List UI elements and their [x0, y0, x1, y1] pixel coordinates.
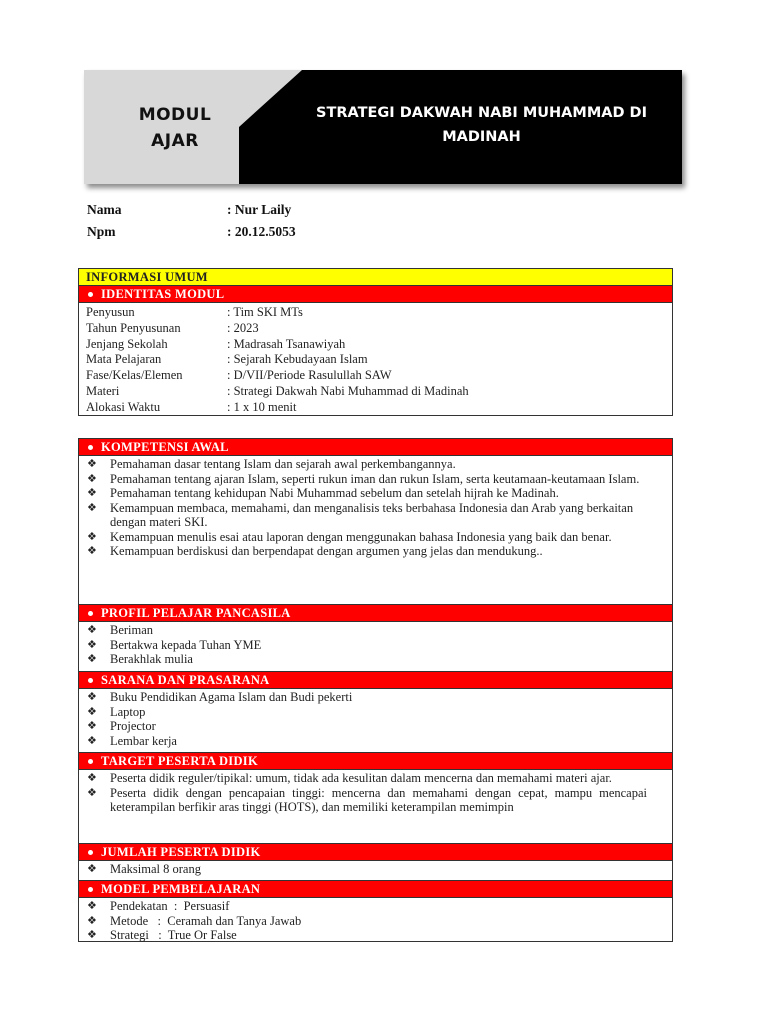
modul-word: MODUL — [138, 105, 212, 125]
identitas-label: Tahun Penyusunan — [86, 320, 181, 335]
identitas-value: : D/VII/Periode Rasulullah SAW — [227, 368, 392, 383]
model-title: MODEL PEMBELAJARAN — [101, 882, 261, 896]
diamond-bullet-icon: ❖ — [87, 690, 97, 703]
identitas-label: Jenjang Sekolah — [86, 336, 168, 351]
list-item — [87, 786, 647, 815]
list-item-text: Strategi : True Or False — [110, 928, 237, 942]
identitas-row — [86, 337, 672, 353]
npm-label: Npm — [87, 224, 116, 239]
npm-value: : 20.12.5053 — [227, 224, 296, 239]
identitas-value: : Madrasah Tsanawiyah — [227, 336, 346, 351]
jumlah-header — [79, 843, 672, 861]
identitas-label: Fase/Kelas/Elemen — [86, 368, 183, 383]
kompetensi-awal-list — [79, 456, 652, 561]
profil-pelajar-header — [79, 605, 672, 622]
list-item-text: Projector — [110, 719, 156, 733]
sarana-list — [79, 689, 672, 752]
npm-row — [87, 224, 296, 240]
profil-pelajar-title: PROFIL PELAJAR PANCASILA — [101, 606, 291, 620]
target-header — [79, 752, 672, 770]
list-item-text: Pendekatan : Persuasif — [110, 899, 230, 913]
identitas-value: : Tim SKI MTs — [227, 305, 303, 319]
bullet-dot-icon — [88, 850, 93, 855]
identitas-value: : Sejarah Kebudayaan Islam — [227, 352, 368, 367]
identitas-value: : Strategi Dakwah Nabi Muhammad di Madinah — [227, 383, 469, 398]
jumlah-list — [79, 861, 672, 880]
ajar-word: AJAR — [151, 131, 199, 151]
identitas-label: Materi — [86, 383, 120, 398]
list-item-text: Pemahaman tentang ajaran Islam, seperti rukun iman dan rukun Islam, serta keutamaan-keutamaan Islam. — [110, 471, 640, 486]
kompetensi-awal-title: KOMPETENSI AWAL — [101, 440, 229, 454]
list-item-text: Pemahaman tentang kehidupan Nabi Muhammad sebelum dan setelah hijrah ke Madinah. — [110, 486, 559, 500]
list-item-text: Pemahaman dasar tentang Islam dan sejarah awal perkembangannya. — [110, 457, 456, 471]
identitas-row — [86, 368, 672, 384]
diamond-bullet-icon: ❖ — [87, 652, 97, 665]
list-item-text: Berakhlak mulia — [110, 652, 193, 666]
list-item — [87, 690, 672, 705]
title-line-1: STRATEGI DAKWAH NABI MUHAMMAD DI — [316, 105, 647, 121]
kompetensi-awal-table — [78, 438, 673, 606]
diamond-bullet-icon: ❖ — [87, 457, 97, 470]
diamond-bullet-icon: ❖ — [87, 719, 97, 732]
list-item-text: Peserta didik reguler/tipikal: umum, tidak ada kesulitan dalam mencerna dan memahami materi ajar. — [110, 771, 612, 785]
modul-ajar-label — [110, 102, 240, 154]
list-item-text: Metode : Ceramah dan Tanya Jawab — [110, 913, 302, 928]
list-item — [87, 486, 652, 501]
identitas-modul-title: IDENTITAS MODUL — [101, 287, 225, 301]
target-title: TARGET PESERTA DIDIK — [101, 754, 258, 768]
list-item — [87, 734, 672, 749]
list-item — [87, 472, 652, 487]
list-item — [87, 899, 672, 914]
diamond-bullet-icon: ❖ — [87, 529, 97, 543]
bullet-dot-icon — [88, 678, 93, 683]
list-item-text: Maksimal 8 orang — [110, 862, 201, 876]
diamond-bullet-icon: ❖ — [87, 785, 97, 799]
list-item — [87, 914, 672, 929]
diamond-bullet-icon: ❖ — [87, 486, 97, 499]
list-item-text: Beriman — [110, 623, 154, 637]
bullet-dot-icon — [88, 611, 93, 616]
nama-row — [87, 202, 292, 218]
identitas-row — [86, 321, 672, 337]
informasi-umum-header: INFORMASI UMUM — [79, 269, 672, 286]
list-item-text: Laptop — [110, 704, 146, 719]
list-item — [87, 705, 672, 720]
identitas-row — [86, 400, 672, 416]
diamond-bullet-icon: ❖ — [87, 928, 97, 941]
list-item-text: Bertakwa kepada Tuhan YME — [110, 637, 262, 652]
module-title — [289, 101, 674, 149]
list-item-text: Peserta didik dengan pencapaian tinggi: mencerna dan memahami dengan cepat, mampu mencapai keterampilan berfikir aras tinggi (HOTS), dan memiliki keterampilan memimpin — [110, 785, 647, 814]
list-item — [87, 544, 652, 559]
identitas-row — [86, 305, 672, 321]
diamond-bullet-icon: ❖ — [87, 771, 97, 784]
list-item-text: Lembar kerja — [110, 733, 177, 748]
bullet-dot-icon — [88, 887, 93, 892]
sarana-header — [79, 671, 672, 689]
list-item-text: Buku Pendidikan Agama Islam dan Budi pekerti — [110, 690, 353, 704]
list-item — [87, 719, 672, 734]
list-item-text: Kemampuan berdiskusi dan berpendapat dengan argumen yang jelas dan mendukung.. — [110, 544, 543, 558]
bullet-dot-icon — [88, 445, 93, 450]
diamond-bullet-icon: ❖ — [87, 471, 97, 485]
identitas-label: Penyusun — [86, 305, 135, 319]
list-item-text: Kemampuan membaca, memahami, dan menganalisis teks berbahasa Indonesia dan Arab yang berkaitan dengan materi SKI. — [110, 500, 634, 529]
identitas-modul-rows — [79, 303, 672, 416]
bullet-dot-icon — [88, 292, 93, 297]
diamond-bullet-icon: ❖ — [87, 637, 97, 651]
bullet-dot-icon — [88, 759, 93, 764]
identitas-value: : 1 x 10 menit — [227, 399, 297, 414]
list-item — [87, 530, 652, 545]
list-item — [87, 862, 672, 877]
identitas-value: : 2023 — [227, 320, 259, 335]
informasi-umum-table — [78, 268, 673, 416]
identitas-label: Mata Pelajaran — [86, 352, 162, 367]
list-item-text: Kemampuan menulis esai atau laporan dengan menggunakan bahasa Indonesia yang baik dan benar. — [110, 529, 612, 544]
diamond-bullet-icon: ❖ — [87, 704, 97, 718]
model-list — [79, 898, 672, 945]
diamond-bullet-icon: ❖ — [87, 862, 97, 875]
list-item — [87, 652, 672, 667]
nama-value: : Nur Laily — [227, 202, 292, 217]
header-banner — [84, 70, 682, 184]
title-line-2: MADINAH — [442, 129, 521, 145]
nama-label: Nama — [87, 202, 122, 217]
diamond-bullet-icon: ❖ — [87, 500, 97, 514]
profil-pelajar-list — [79, 622, 672, 671]
kompetensi-awal-header — [79, 439, 672, 456]
list-item — [87, 457, 652, 472]
list-item — [87, 501, 652, 530]
list-item — [87, 928, 672, 943]
list-item — [87, 638, 672, 653]
diamond-bullet-icon: ❖ — [87, 733, 97, 747]
list-item — [87, 771, 647, 786]
target-list — [79, 770, 647, 843]
model-header — [79, 880, 672, 898]
diamond-bullet-icon: ❖ — [87, 623, 97, 636]
diamond-bullet-icon: ❖ — [87, 913, 97, 927]
pembelajaran-sections-table — [78, 604, 673, 942]
identitas-modul-header — [79, 286, 672, 303]
identitas-label: Alokasi Waktu — [86, 399, 161, 414]
list-item — [87, 623, 672, 638]
identitas-row — [86, 352, 672, 368]
diamond-bullet-icon: ❖ — [87, 899, 97, 912]
sarana-title: SARANA DAN PRASARANA — [101, 673, 270, 687]
identitas-row — [86, 384, 672, 400]
diamond-bullet-icon: ❖ — [87, 544, 97, 557]
jumlah-title: JUMLAH PESERTA DIDIK — [101, 845, 261, 859]
